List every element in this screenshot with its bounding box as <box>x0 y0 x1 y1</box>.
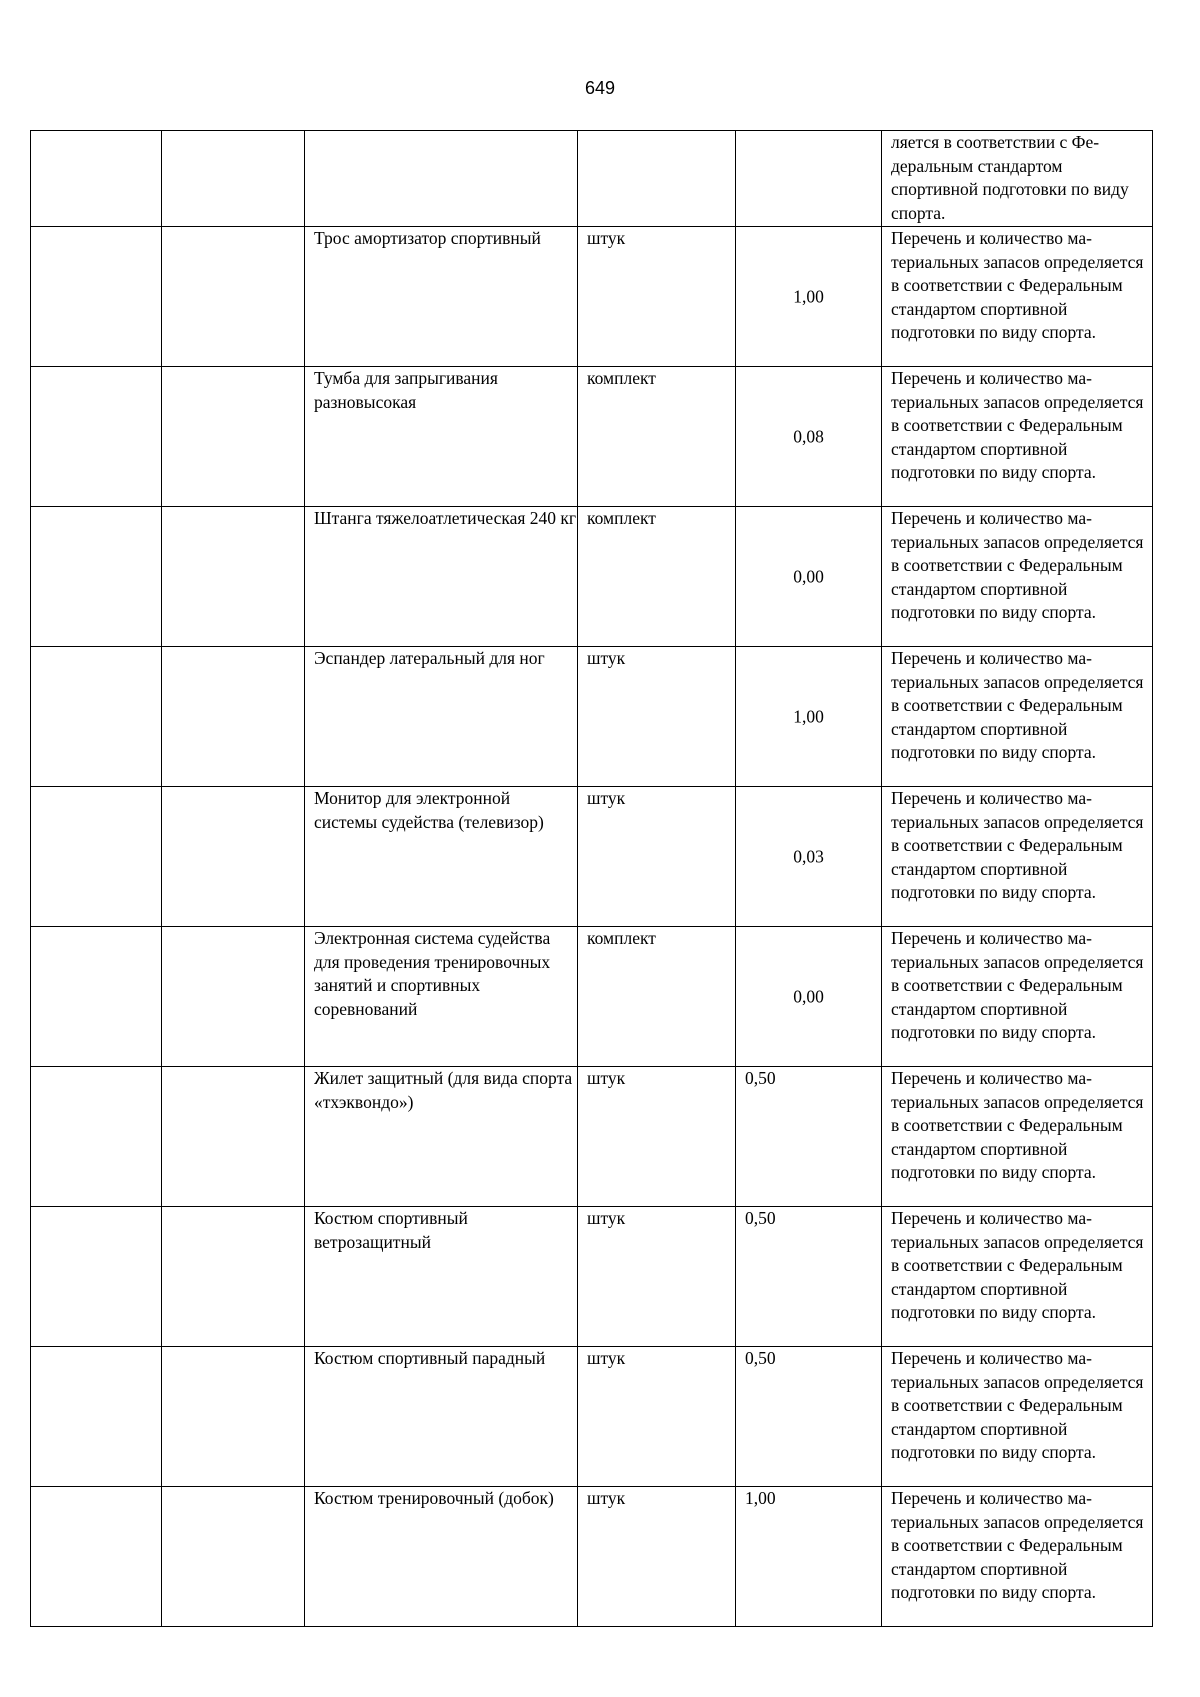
unit-cell: штук <box>578 647 736 787</box>
item-name-cell: Костюм тренировочный (добок) <box>305 1487 578 1627</box>
unit-cell: штук <box>578 1067 736 1207</box>
item-name-cell: Монитор для электронной системы судейства (телевизор) <box>305 787 578 927</box>
quantity-value: 0,00 <box>793 985 824 1006</box>
item-name-cell: Костюм спортивный парадный <box>305 1347 578 1487</box>
note-cell: Перечень и количество материальных запасов определяется в соответствии с Федеральным стандартом спортивной подготовки по виду спорта. <box>882 1207 1153 1347</box>
unit-cell: штук <box>578 1347 736 1487</box>
empty-cell <box>162 647 305 787</box>
quantity-cell <box>736 131 882 227</box>
empty-cell <box>31 131 162 227</box>
empty-cell <box>162 1347 305 1487</box>
note-cell: Перечень и количество материальных запасов определяется в соответствии с Федеральным стандартом спортивной подготовки по виду спорта. <box>882 787 1153 927</box>
empty-cell <box>162 1067 305 1207</box>
table-row <box>31 367 1153 507</box>
note-cell: ляется в соответствии с Федеральным стандартом спортивной подготовки по виду спорта. <box>882 131 1153 227</box>
table-row <box>31 927 1153 1067</box>
table-row <box>31 787 1153 927</box>
unit-cell <box>578 131 736 227</box>
table-row <box>31 647 1153 787</box>
page-number: 649 <box>584 78 616 98</box>
table-row <box>31 507 1153 647</box>
table-body <box>31 131 1153 1627</box>
empty-cell <box>162 1207 305 1347</box>
table-row <box>31 131 1153 227</box>
table-row <box>31 1067 1153 1207</box>
item-name-cell: Электронная система судейства для проведения тренировочных занятий и спортивных соревнований <box>305 927 578 1067</box>
quantity-cell <box>736 367 882 507</box>
quantity-value: 0,03 <box>793 845 824 866</box>
note-cell: Перечень и количество материальных запасов определяется в соответствии с Федеральным стандартом спортивной подготовки по виду спорта. <box>882 507 1153 647</box>
note-cell: Перечень и количество материальных запасов определяется в соответствии с Федеральным стандартом спортивной подготовки по виду спорта. <box>882 927 1153 1067</box>
empty-cell <box>162 787 305 927</box>
unit-cell: штук <box>578 1207 736 1347</box>
empty-cell <box>162 367 305 507</box>
empty-cell <box>31 1207 162 1347</box>
empty-cell <box>31 227 162 367</box>
empty-cell <box>162 131 305 227</box>
empty-cell <box>162 507 305 647</box>
empty-cell <box>31 507 162 647</box>
item-name-cell: Жилет защитный (для вида спорта «тхэквондо») <box>305 1067 578 1207</box>
table-row <box>31 1487 1153 1627</box>
quantity-cell: 1,00 <box>736 1487 882 1627</box>
unit-cell: штук <box>578 1487 736 1627</box>
note-cell: Перечень и количество материальных запасов определяется в соответствии с Федеральным стандартом спортивной подготовки по виду спорта. <box>882 367 1153 507</box>
quantity-cell <box>736 647 882 787</box>
quantity-value: 0,08 <box>793 425 824 446</box>
item-name-cell: Штанга тяжелоатлетическая 240 кг <box>305 507 578 647</box>
quantity-cell <box>736 927 882 1067</box>
empty-cell <box>31 927 162 1067</box>
equipment-table <box>30 130 1153 1627</box>
quantity-value: 1,00 <box>793 705 824 726</box>
empty-cell <box>31 647 162 787</box>
unit-cell: штук <box>578 227 736 367</box>
empty-cell <box>162 227 305 367</box>
quantity-cell: 0,50 <box>736 1347 882 1487</box>
empty-cell <box>162 1487 305 1627</box>
item-name-cell <box>305 131 578 227</box>
note-cell: Перечень и количество материальных запасов определяется в соответствии с Федеральным стандартом спортивной подготовки по виду спорта. <box>882 227 1153 367</box>
unit-cell: штук <box>578 787 736 927</box>
unit-cell: комплект <box>578 367 736 507</box>
item-name-cell: Эспандер латеральный для ног <box>305 647 578 787</box>
table-row <box>31 1207 1153 1347</box>
unit-cell: комплект <box>578 507 736 647</box>
unit-cell: комплект <box>578 927 736 1067</box>
quantity-cell <box>736 787 882 927</box>
note-cell: Перечень и количество материальных запасов определяется в соответствии с Федеральным стандартом спортивной подготовки по виду спорта. <box>882 1347 1153 1487</box>
table-row <box>31 1347 1153 1487</box>
note-cell: Перечень и количество материальных запасов определяется в соответствии с Федеральным стандартом спортивной подготовки по виду спорта. <box>882 1067 1153 1207</box>
empty-cell <box>31 1487 162 1627</box>
quantity-cell: 0,50 <box>736 1067 882 1207</box>
item-name-cell: Трос амортизатор спортивный <box>305 227 578 367</box>
note-cell: Перечень и количество материальных запасов определяется в соответствии с Федеральным стандартом спортивной подготовки по виду спорта. <box>882 647 1153 787</box>
item-name-cell: Костюм спортивный ветрозащитный <box>305 1207 578 1347</box>
empty-cell <box>162 927 305 1067</box>
empty-cell <box>31 367 162 507</box>
empty-cell <box>31 787 162 927</box>
note-cell: Перечень и количество материальных запасов определяется в соответствии с Федеральным стандартом спортивной подготовки по виду спорта. <box>882 1487 1153 1627</box>
table-row <box>31 227 1153 367</box>
quantity-cell <box>736 227 882 367</box>
quantity-value: 1,00 <box>793 285 824 306</box>
empty-cell <box>31 1347 162 1487</box>
item-name-cell: Тумба для запрыгивания разновысокая <box>305 367 578 507</box>
empty-cell <box>31 1067 162 1207</box>
quantity-cell <box>736 507 882 647</box>
quantity-value: 0,00 <box>793 565 824 586</box>
quantity-cell: 0,50 <box>736 1207 882 1347</box>
